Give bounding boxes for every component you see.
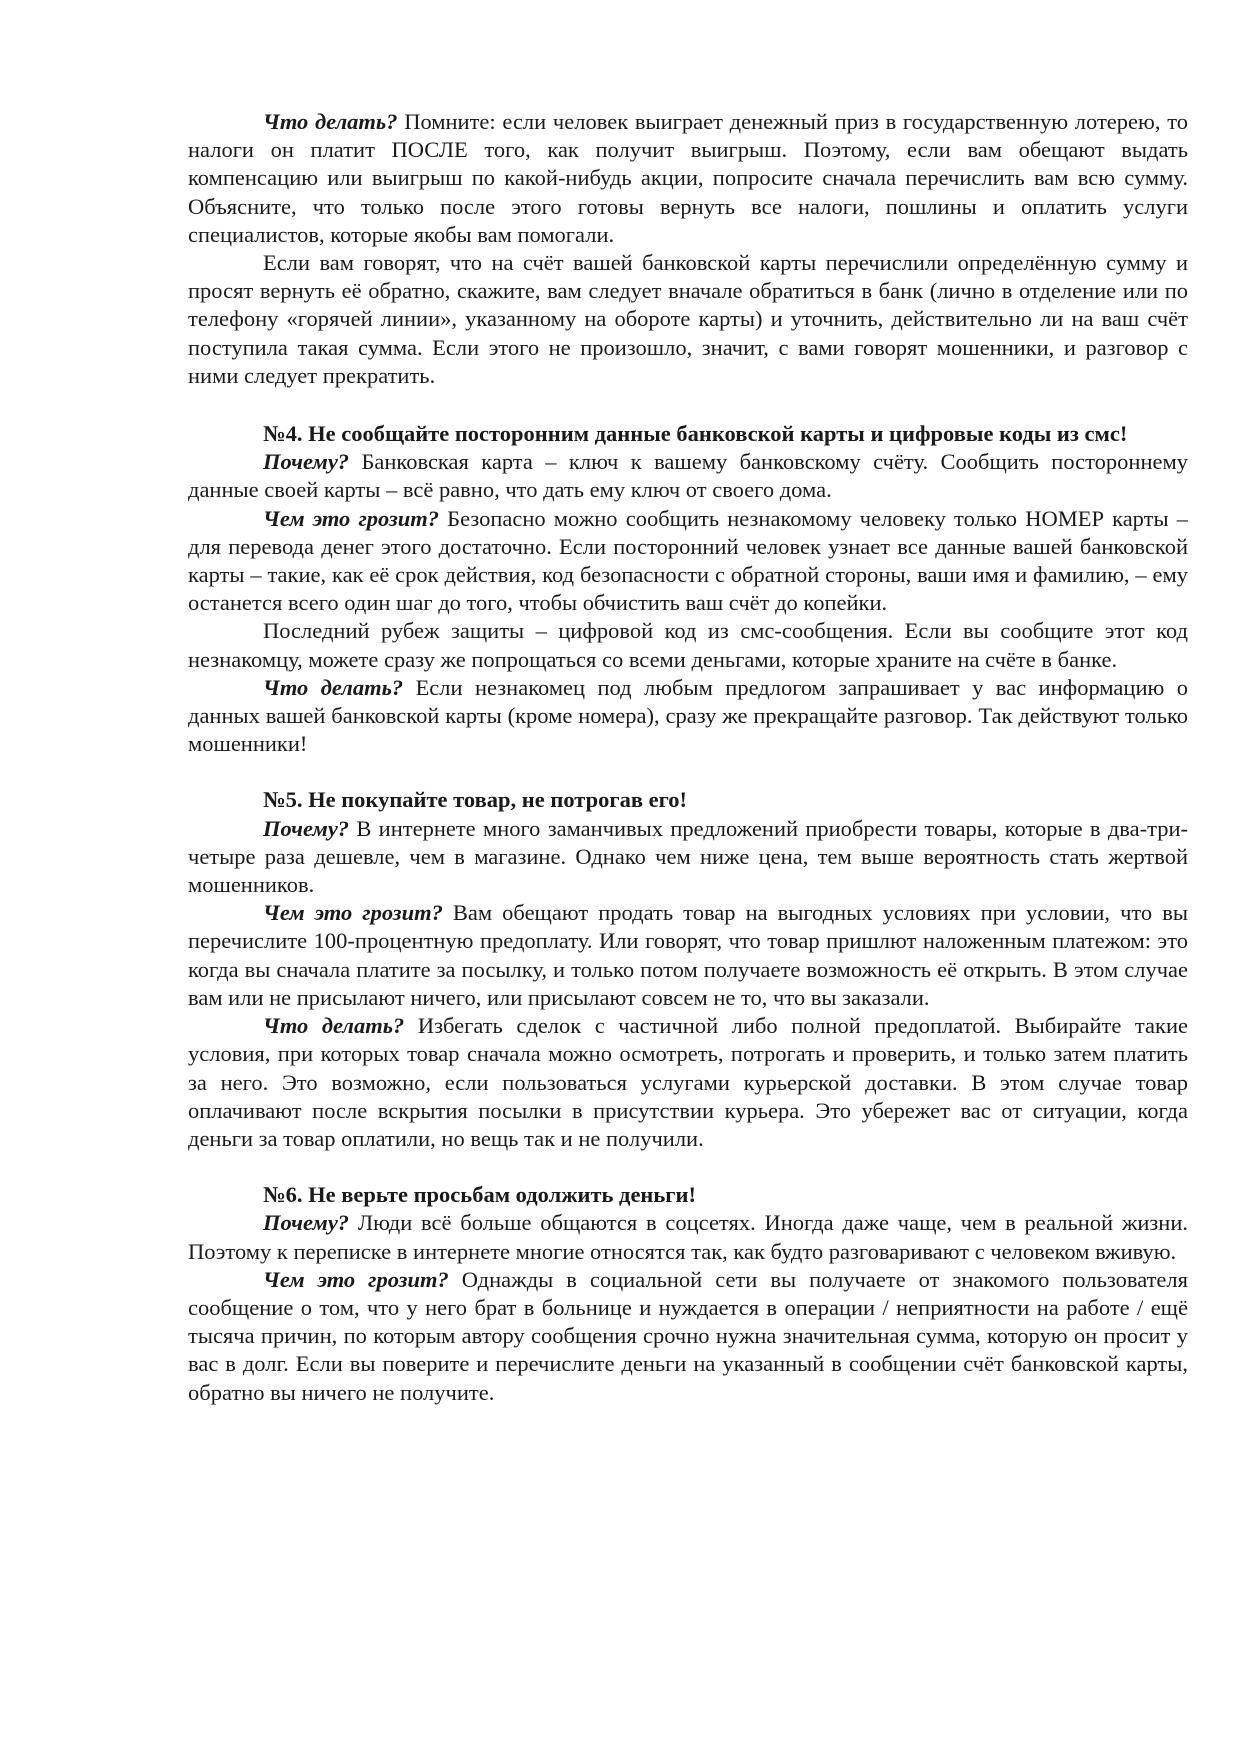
paragraph-lead: Чем это грозит?	[263, 900, 443, 926]
paragraph-what-to-do-lottery	[188, 108, 1188, 249]
paragraph-why	[188, 1209, 1188, 1265]
paragraph-text: Последний рубеж защиты – цифровой код из смс-сообщения. Если вы сообщите этот код незнакомцу, можете сразу же попрощаться со всеми деньгами, которые храните на счёте в банке.	[188, 618, 1188, 672]
paragraph-text: В интернете много заманчивых предложений приобрести товары, которые в два-три-четыре раза дешевле, чем в магазине. Однако чем ниже цена, тем выше вероятность стать жертвой мошенников.	[188, 815, 1188, 898]
paragraph-why	[188, 815, 1188, 900]
paragraph-text: Если вам говорят, что на счёт вашей банковской карты перечислили определённую сумму и просят вернуть её обратно, скажите, вам следует вначале обратиться в банк (лично в отделение или по телефону «горячей линии», указанному на обороте карты) и уточнить, действительно ли на ваш счёт поступила такая сумма. Если этого не произошло, значит, с вами говорят мошенники, и разговор с ними следует прекратить.	[188, 250, 1188, 388]
paragraph-lead: Почему?	[263, 815, 350, 841]
paragraph-lead: Почему?	[263, 449, 350, 475]
paragraph-lead: Что делать?	[263, 109, 398, 134]
paragraph-text: Помните: если человек выиграет денежный приз в государственную лотерею, то налоги он платит ПОСЛЕ того, как получит выигрыш. Поэтому, если вам обещают выдать компенсацию или выигрыш по какой-нибудь акции, попросите сначала перечислить вам всю сумму. Объясните, что только после этого готовы вернуть все налоги, пошлины и оплатить услуги специалистов, которые якобы вам помогали.	[188, 109, 1188, 247]
paragraph-why	[188, 448, 1188, 504]
paragraph-threat	[188, 899, 1188, 1012]
paragraph-what-to-do	[188, 1012, 1188, 1153]
paragraph-text: Безопасно можно сообщить незнакомому человеку только НОМЕР карты – для перевода денег этого достаточно. Если посторонний человек узнает все данные вашей банковской карты – такие, как её срок действия, код безопасности с обратной стороны, ваши имя и фамилию, – ему останется всего один шаг до того, чтобы обчистить ваш счёт до копейки.	[188, 505, 1188, 616]
section-heading-6: №6. Не верьте просьбам одолжить деньги!	[263, 1182, 696, 1208]
paragraph-text: Вам обещают продать товар на выгодных условиях при условии, что вы перечислите 100-процентную предоплату. Или говорят, что товар пришлют наложенным платежом: это когда вы сначала платите за посылку, и только потом получаете возможность её открыть. В этом случае вам или не присылают ничего, или присылают совсем не то, что вы заказали.	[188, 900, 1188, 1010]
paragraph-threat	[188, 1266, 1188, 1407]
paragraph-what-to-do	[188, 674, 1188, 759]
paragraph-lead: Что делать?	[263, 674, 404, 700]
document-page	[188, 108, 1188, 1407]
paragraph-lead: Почему?	[263, 1210, 350, 1236]
paragraph-text: Однажды в социальной сети вы получаете от знакомого пользователя сообщение о том, что у него брат в больнице и нуждается в операции / неприятности на работе / ещё тысяча причин, по которым автору сообщения срочно нужна значительная сумма, которую он просит у вас в долг. Если вы поверите и перечислите деньги на указанный в сообщении счёт банковской карты, обратно вы ничего не получите.	[188, 1266, 1188, 1405]
paragraph-text: Избегать сделок с частичной либо полной предоплатой. Выбирайте такие условия, при которых товар сначала можно осмотреть, потрогать и проверить, и только затем платить за него. Это возможно, если пользоваться услугами курьерской доставки. В этом случае товар оплачивают после вскрытия посылки в присутствии курьера. Это убережет вас от ситуации, когда деньги за товар оплатили, но вещь так и не получили.	[188, 1013, 1188, 1151]
paragraph-threat	[188, 505, 1188, 618]
paragraph-lead: Чем это грозит?	[263, 1266, 449, 1292]
paragraph-sms-code	[188, 617, 1188, 673]
section-heading-4: №4. Не сообщайте посторонним данные банковской карты и цифровые коды из смс!	[263, 421, 1128, 447]
paragraph-text: Если незнакомец под любым предлогом запрашивает у вас информацию о данных вашей банковской карты (кроме номера), сразу же прекращайте разговор. Так действуют только мошенники!	[188, 674, 1188, 757]
paragraph-lead: Что делать?	[263, 1013, 405, 1039]
section-heading-5: №5. Не покупайте товар, не потрогав его!	[263, 787, 687, 813]
paragraph-lead: Чем это грозит?	[263, 505, 440, 531]
paragraph-text: Банковская карта – ключ к вашему банковскому счёту. Сообщить постороннему данные своей карты – всё равно, что дать ему ключ от своего дома.	[188, 449, 1188, 503]
paragraph-text: Люди всё больше общаются в соцсетях. Иногда даже чаще, чем в реальной жизни. Поэтому к переписке в интернете многие относятся так, как будто разговаривают с человеком вживую.	[188, 1210, 1188, 1264]
paragraph-bank-card-transfer	[188, 249, 1188, 390]
